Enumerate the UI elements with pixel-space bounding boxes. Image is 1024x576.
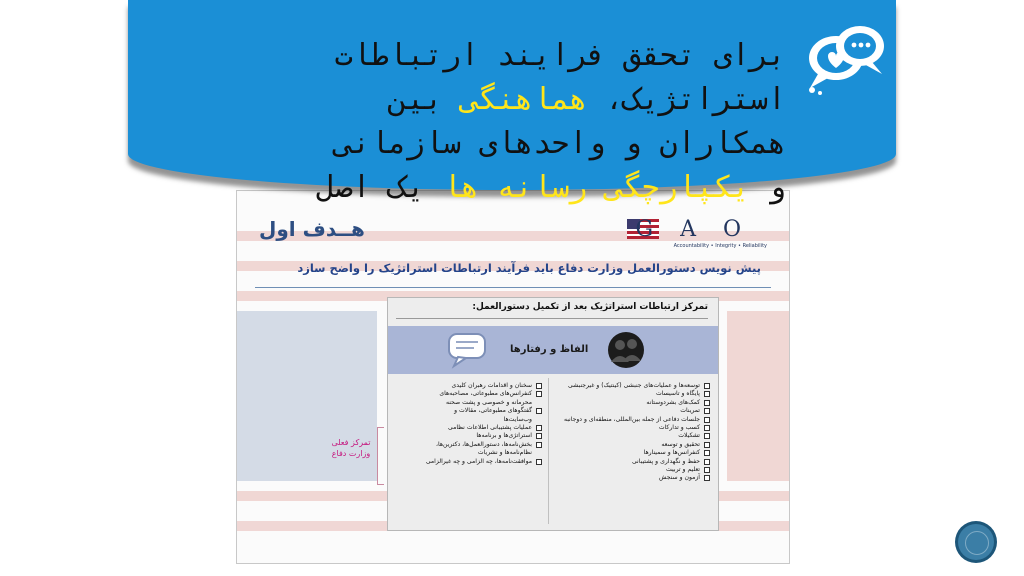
list-item: پایگاه و تاسیسات	[562, 390, 710, 398]
slide-nav-button[interactable]	[958, 524, 994, 560]
banner-text-segment: یک اصل	[316, 170, 443, 205]
banner-text-segment: استراتژیک،	[587, 82, 786, 117]
list-item: جلسات دفاعی از جمله بین‌المللی، منطقه‌ای و دوجانبه	[562, 416, 710, 424]
list-item: حفظ و نگهداری و پشتیبانی	[562, 458, 710, 466]
list-item: کنفرانس‌های مطبوعاتی، مصاحبه‌های	[402, 390, 542, 398]
list-item: تمرینات	[562, 407, 710, 415]
banner-line	[186, 34, 786, 78]
banner-text-segment: همکاران و واحدهای سازمانی	[334, 126, 786, 161]
focus-title: تمرکز ارتباطات استراتژیک بعد از تکمیل دستورالعمل:	[472, 302, 708, 312]
category-band	[388, 326, 718, 374]
band-label: الفاظ و رفتارها	[510, 344, 589, 355]
current-focus-label: تمرکز فعلی وزارت دفاع	[331, 438, 371, 458]
people-icon	[606, 331, 646, 373]
list-item: وب‌سایت‌ها	[503, 415, 532, 423]
list-item: موافقت‌نامه‌ها، چه الزامی و چه غیرالزامی	[402, 458, 542, 466]
column-divider	[548, 378, 549, 524]
banner-text-segment: برای تحقق فرایند ارتباطات	[334, 38, 786, 73]
kinetic-activities-list	[562, 382, 710, 483]
chat-bubbles-icon	[798, 18, 890, 96]
list-item: تحقیق و توسعه	[562, 441, 710, 449]
communication-activities-list	[402, 382, 542, 466]
list-item: کسب و تدارکات	[562, 424, 710, 432]
banner-text	[186, 34, 786, 210]
goal-title: هــدف اول	[259, 217, 365, 241]
banner-highlight: یکپارچگی رسانه ها	[442, 170, 750, 205]
list-item: نظام‌نامه‌ها و نشریات	[477, 449, 532, 457]
gao-logo: G A O	[635, 217, 751, 242]
list-item: گفتگوهای مطبوعاتی، مقالات و	[402, 407, 542, 415]
list-item: توسعه‌ها و عملیات‌های جنبشی (کینتیک) و غیرجنبشی	[562, 382, 710, 390]
list-item: کمک‌های بشردوستانه	[562, 399, 710, 407]
banner-line	[186, 122, 786, 166]
list-item: تعلیم و تربیت	[562, 466, 710, 474]
slide-headline: پیش نویس دستورالعمل وزارت دفاع باید فرآیند ارتباطات استراتژیک را واضح سازد	[297, 261, 761, 275]
list-item: عملیات پشتیبانی اطلاعات نظامی	[402, 424, 542, 432]
gao-tagline: Accountability • Integrity • Reliability	[673, 243, 767, 249]
list-item: استراتژی‌ها و برنامه‌ها	[402, 432, 542, 440]
banner-text-segment: و	[749, 170, 786, 205]
banner-line	[186, 166, 786, 210]
list-item: بخش‌نامه‌ها، دستورالعمل‌ها، دکترین‌ها،	[402, 441, 542, 449]
banner-text-segment: بین	[388, 82, 461, 117]
list-item: تشکیلات	[562, 432, 710, 440]
divider	[255, 287, 771, 288]
focus-panel	[387, 297, 719, 531]
list-item: سخنان و اقدامات رهبران کلیدی	[402, 382, 542, 390]
banner-highlight: هماهنگی	[460, 82, 588, 117]
list-item: آزمون و سنجش	[562, 474, 710, 482]
list-item: کنفرانس‌ها و سمینارها	[562, 449, 710, 457]
speech-bubble-icon	[446, 331, 490, 373]
banner-line	[186, 78, 786, 122]
divider	[396, 318, 708, 319]
title-banner	[128, 0, 896, 205]
list-item: محرمانه و خصوصی و پشت صحنه	[446, 398, 532, 406]
slide-image	[236, 190, 790, 564]
